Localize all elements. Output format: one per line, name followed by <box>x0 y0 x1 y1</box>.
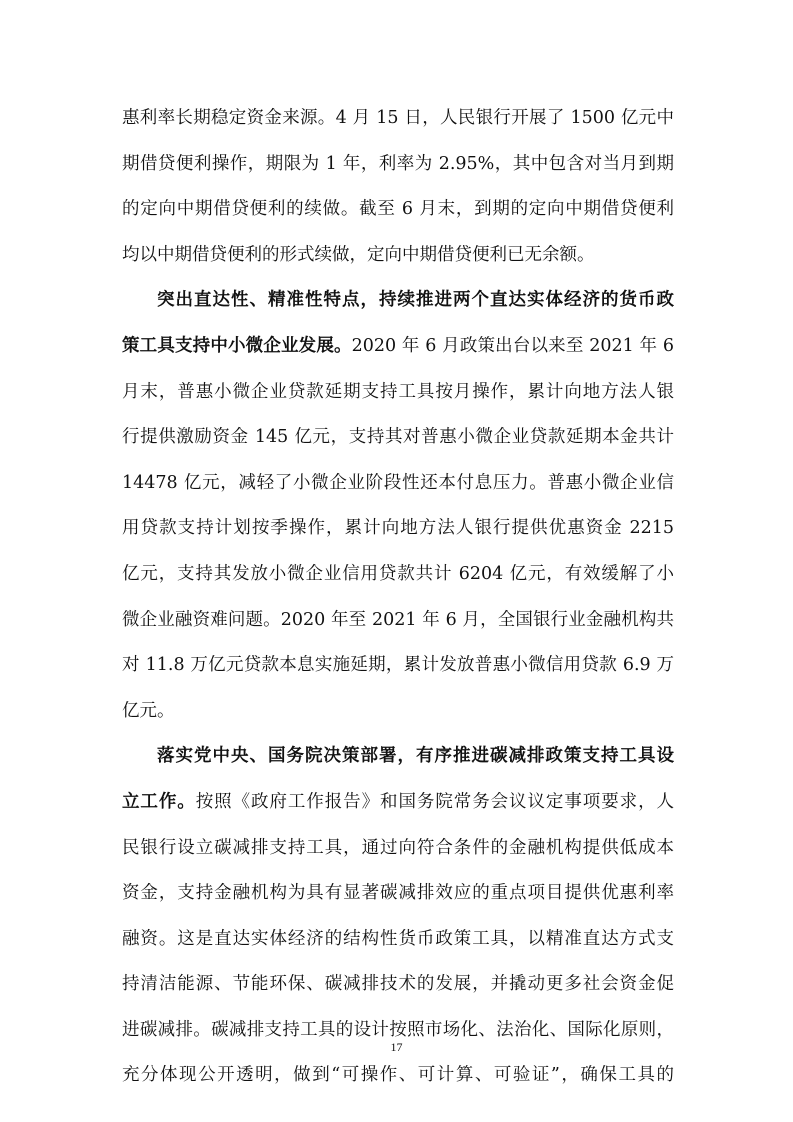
paragraph-3-heading-end: 立工作。 <box>122 791 196 812</box>
paragraph-3-line-2 <box>122 780 674 826</box>
paragraph-1-line-4: 均以中期借贷便利的形式续做，定向中期借贷便利已无余额。 <box>122 244 595 265</box>
paragraph-3-line-6: 持清洁能源、节能环保、碳减排技术的发展，并撬动更多社会资金促 <box>122 974 674 995</box>
paragraph-3-line-7: 进碳减排。碳减排支持工具的设计按照市场化、法治化、国际化原则， <box>122 1019 674 1040</box>
paragraph-3-line-8: 充分体现公开透明，做到“可操作、可计算、可验证”，确保工具的 <box>122 1065 674 1086</box>
paragraph-3-line-3: 民银行设立碳减排支持工具，通过向符合条件的金融机构提供低成本 <box>122 837 674 858</box>
paragraph-1-line-2: 期借贷便利操作，期限为 1 年，利率为 2.95%，其中包含对当月到期 <box>122 153 674 174</box>
paragraph-2-line-5: 14478 亿元，减轻了小微企业阶段性还本付息压力。普惠小微企业信 <box>122 472 674 493</box>
paragraph-1-line-3: 的定向中期借贷便利的续做。截至 6 月末，到期的定向中期借贷便利 <box>122 199 674 220</box>
page-number: 17 <box>390 1040 403 1054</box>
paragraph-3-line-4: 资金，支持金融机构为具有显著碳减排效应的重点项目提供优惠利率 <box>122 883 674 904</box>
paragraph-2-line-4: 行提供激励资金 145 亿元，支持其对普惠小微企业贷款延期本金共计 <box>122 427 674 448</box>
paragraph-2-line-7: 亿元，支持其发放小微企业信用贷款共计 6204 亿元，有效缓解了小 <box>122 563 674 584</box>
paragraph-2-heading-line: 突出直达性、精准性特点，持续推进两个直达实体经济的货币政 <box>157 290 674 311</box>
body-text <box>122 96 674 1099</box>
paragraph-2-line-3: 月末，普惠小微企业贷款延期支持工具按月操作，累计向地方法人银 <box>122 381 674 402</box>
paragraph-2-line-6: 用贷款支持计划按季操作，累计向地方法人银行提供优惠资金 2215 <box>122 518 674 539</box>
paragraph-1-line-1: 惠利率长期稳定资金来源。4 月 15 日，人民银行开展了 1500 亿元中 <box>122 108 674 128</box>
paragraph-2-line-10: 亿元。 <box>122 700 175 721</box>
paragraph-3-line-5: 融资。这是直达实体经济的结构性货币政策工具，以精准直达方式支 <box>122 928 674 949</box>
paragraph-2-line-8: 微企业融资难问题。2020 年至 2021 年 6 月，全国银行业金融机构共 <box>122 609 674 630</box>
paragraph-3-line-2-text: 按照《政府工作报告》和国务院常务会议议定事项要求，人 <box>195 791 674 812</box>
paragraph-3-heading-line: 落实党中央、国务院决策部署，有序推进碳减排政策支持工具设 <box>157 746 674 767</box>
paragraph-2-line-9: 对 11.8 万亿元贷款本息实施延期，累计发放普惠小微信用贷款 6.9 万 <box>122 655 674 676</box>
paragraph-2-line-2 <box>122 324 674 370</box>
paragraph-2-heading-end: 策工具支持中小微企业发展。 <box>122 335 352 356</box>
paragraph-2-line-2-text: 2020 年 6 月政策出台以来至 2021 年 6 <box>351 335 674 356</box>
